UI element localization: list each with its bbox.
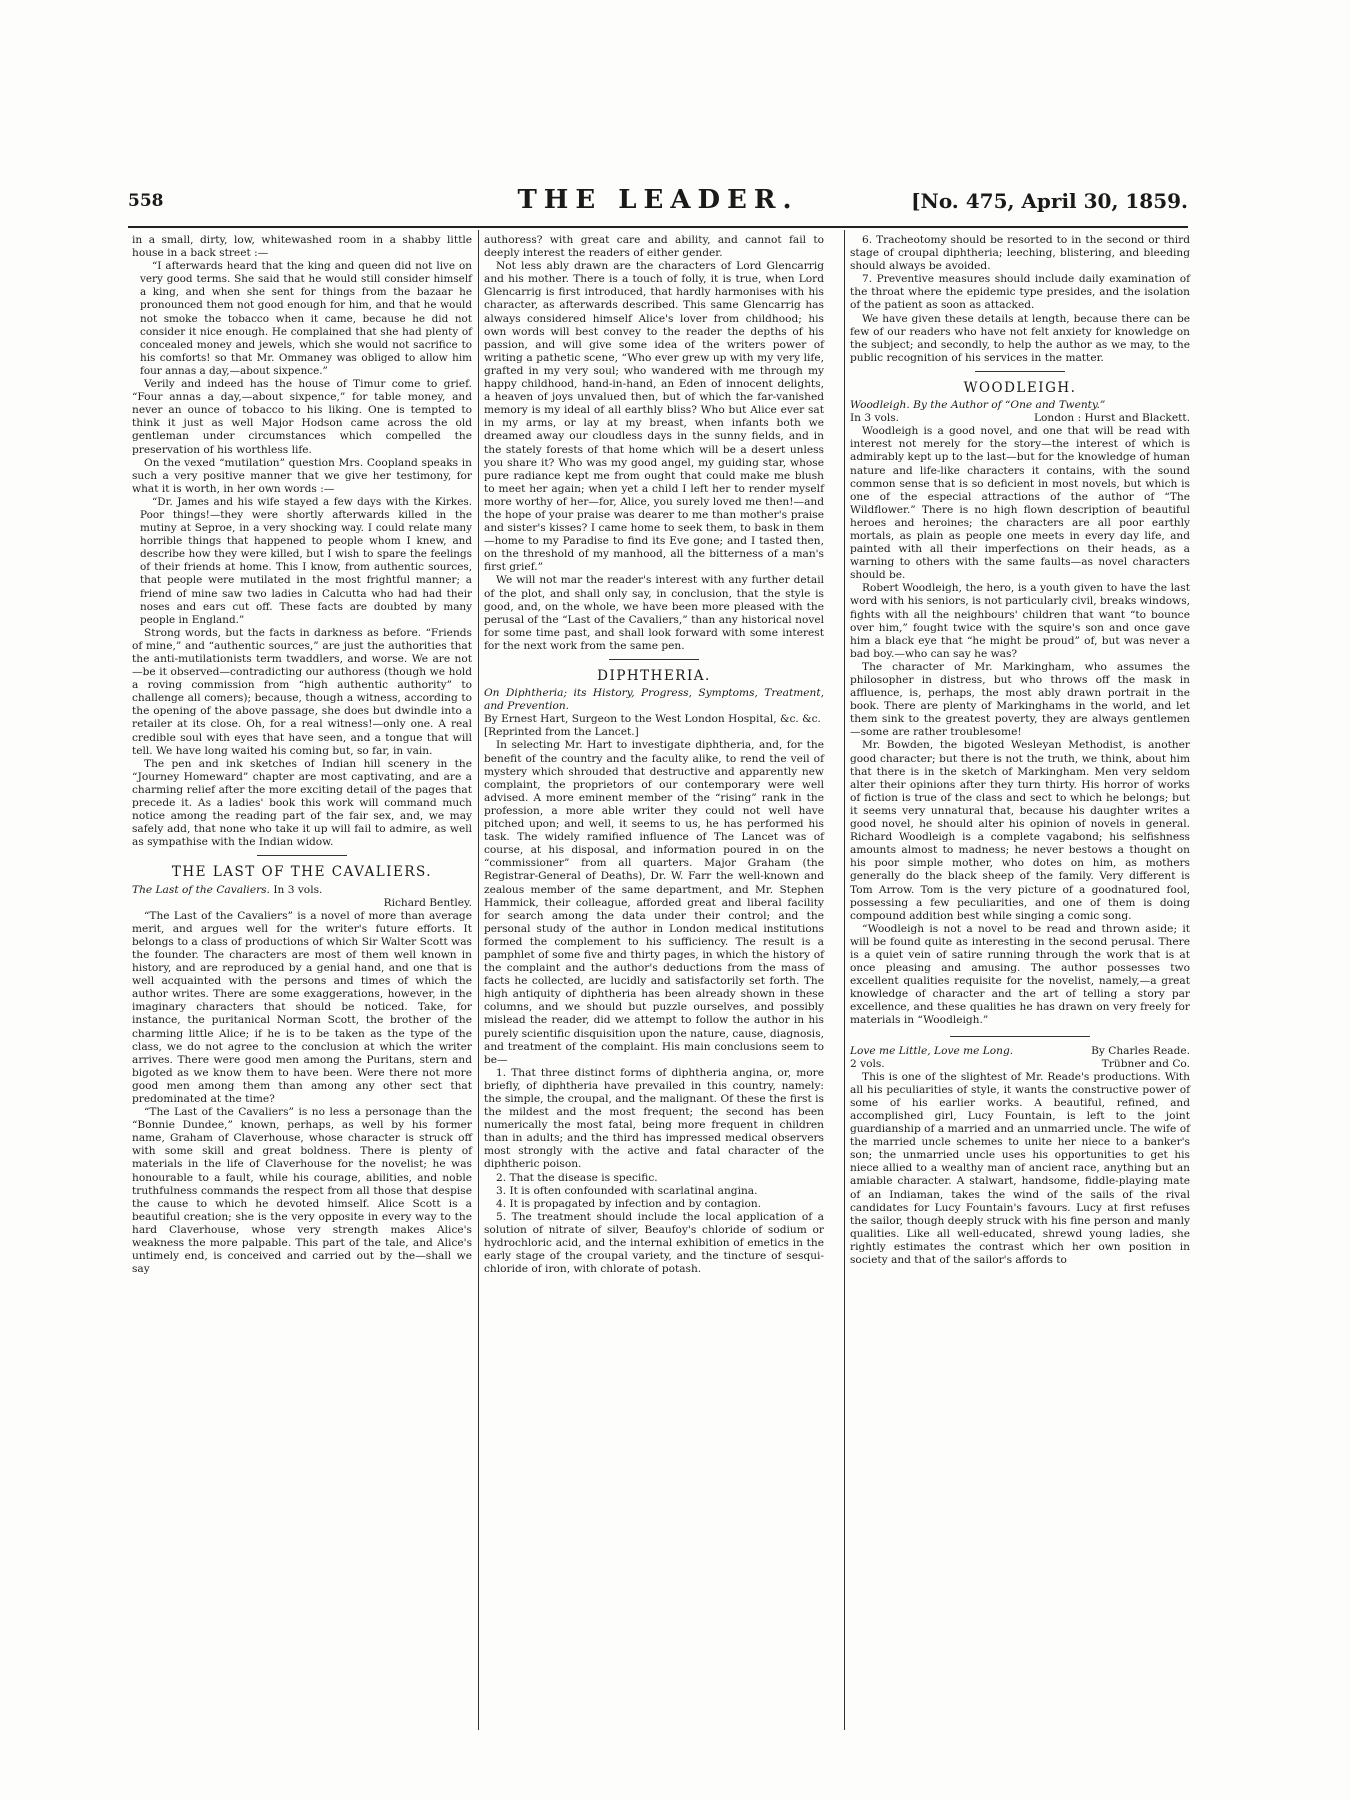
book-title: Love me Little, Love me Long.: [850, 1044, 1014, 1057]
header-rule: [128, 226, 1188, 228]
numbered-point: 7. Preventive measures should include daily examination of the throat where the epidemic type presides, and the isolation of the patient as soon as attacked.: [850, 273, 1190, 312]
section-heading: THE LAST OF THE CAVALIERS.: [171, 864, 433, 881]
section-heading: DIPHTHERIA.: [597, 668, 711, 684]
paragraph: in a small, dirty, low, whitewashed room in a shabby little house in a back street :—: [132, 234, 472, 260]
paragraph: We have given these details at length, because there can be few of our readers who have not felt anxiety for knowledge on the subject; and secondly, to help the author as we may, to the public recognition of his services in the matter.: [850, 312, 1190, 364]
section-rule: [609, 659, 699, 660]
column-1: [132, 234, 472, 1276]
numbered-point: 1. That three distinct forms of diphtheria angina, or, more briefly, of diphtheria have prevailed in this country, namely: the simple, the croupal, and the malignant. Of these the first is the mildest and the most frequent; the second has been numerically the most fatal, being more frequent in children than in adults; and the third has impressed medical observers most strongly with the active and fatal character of the diphtheric poison.: [484, 1066, 824, 1171]
book-volumes: In 3 vols.: [850, 412, 900, 425]
paragraph: Not less ably drawn are the characters of Lord Glencarrig and his mother. There is a touch of folly, it is true, when Lord Glencarrig is first introduced, that hardly harmonises with his character, as afterwards described. This same Glencarrig has always considered himself Alice's lover from childhood; his own words will best convey to the reader the depths of his passion, and will give some idea of the writers power of writing a pathetic scene, “Who ever grew up with my very life, grafted in my very soul; who wandered with me through my happy childhood, hand-in-hand, an Eden of innocent delights, a heaven of joys unvalued then, but of which the far-vanished memory is my ideal of all earthly bliss? Who but Alice ever sat in my arms, or lay at my breast, when infants both we dreamed away our cloudless days in the sunny fields, and in the stately forests of that home which will be a desert unless you share it? Who was my good angel, my guiding star, whose pure radiance kept me from ought that could make me blush to meet her again; when yet a child I left her to render myself more worthy of her—for, Alice, you surely loved me then!—and the hope of your praise was dearer to me than mother's praise and sister's kisses? I came home to seek them, to bask in them—home to my Paradise to find its Eve gone; and I tasted then, on the threshold of my manhood, all the bitterness of a man's first grief.”: [484, 260, 824, 574]
book-author: By Charles Reade.: [1091, 1044, 1190, 1057]
book-publisher: Trübner and Co.: [1101, 1057, 1190, 1070]
numbered-point: 3. It is often confounded with scarlatinal angina.: [496, 1184, 758, 1197]
paragraph: In selecting Mr. Hart to investigate diphtheria, and, for the benefit of the country and the faculty alike, to rend the veil of mystery which shrouded that destructive and apparently new complaint, the proprietors of our contemporary were well advised. A more eminent member of the “rising” rank in the profession, a more able writer they could not well have pitched upon; and well, it seems to us, he has performed his task. The widely ramified influence of The Lancet was of course, at his disposal, and information poured in on the “commissioner” from all quarters. Major Graham (the Registrar-General of Deaths), Dr. W. Farr the well-known and zealous member of the same department, and Mr. Stephen Hammick, their colleague, afforded great and liberal facility for search among the data under their control; and the personal study of the author in London medical institutions formed the complement to his sufficiency. The result is a pamphlet of some five and thirty pages, in which the history of the complaint and the author's deductions from the mass of facts he collected, are lucidly and satisfactorily set forth. The high antiquity of diphtheria has been already shown in these columns, and we should but puzzle ourselves, and possibly mislead the reader, did we attempt to follow the author in his purely scientific disquisition upon the nature, cause, diagnosis, and treatment of the complaint. His main conclusions seem to be—: [484, 739, 824, 1066]
paragraph: Mr. Bowden, the bigoted Wesleyan Methodist, is another good character; but there is not the truth, we think, about him that there is in the sketch of Markingham. Men very seldom alter their opinions after they turn thirty. His horror of works of fiction is true of the class and sect to which he belongs; but it seems very unnatural that, because his daughter writes a good novel, he should alter his opinion of novels in general. Richard Woodleigh is a complete vagabond; his selfishness amounts almost to madness; he never bestows a thought on his poor simple mother, who dotes on him, as mothers generally do the black sheep of the family. Very different is Tom Arrow. Tom is the very picture of a goodnatured fool, possessing a few peculiarities, and one of them is doing compound addition best while singing a comic song.: [850, 739, 1190, 922]
numbered-point: 5. The treatment should include the local application of a solution of nitrate of silver, Beaufoy's chloride of sodium or hydrochloric acid, and the internal exhibition of emetics in the early stage of the croupal variety, and the tincture of sesqui-chloride of iron, with chlorate of potash.: [484, 1210, 824, 1276]
book-publisher: London : Hurst and Blackett.: [1034, 412, 1190, 425]
numbered-point: 4. It is propagated by infection and by contagion.: [496, 1197, 762, 1210]
book-title: The Last of the Cavaliers.: [132, 883, 270, 896]
quotation: “Dr. James and his wife stayed a few days with the Kirkes. Poor things!—they were shortly afterwards killed in the mutiny at Seproe, in a very shocking way. I could relate many horrible things that happened to people whom I knew, and describe how they were killed, but I wish to spare the feelings of their friends at home. This I know, from authentic sources, that people were mutilated in the most frightful manner; a friend of mine saw two ladies in Calcutta who had had their noses and ears cut off. These facts are doubted by many people in England.”: [140, 495, 472, 626]
paragraph: Strong words, but the facts in darkness as before. “Friends of mine,” and “authentic sources,” are just the authorities that the anti-mutilationists term twaddlers, and worse. We are not—be it observed—contradicting our authoress (though we hold a roving commission from “high authentic authority” to challenge all comers); because, though a witness, according to the opening of the above passage, she does but dwindle into a retailer at its close. Oh, for a real witness!—only one. A real credible soul with eyes that have seen, and a tongue that will tell. We have long waited his coming but, so far, in vain.: [132, 626, 472, 757]
section-rule: [257, 855, 347, 856]
paragraph: “The Last of the Cavaliers” is a novel of more than average merit, and argues well for the writer's future efforts. It belongs to a class of productions of which Sir Walter Scott was the founder. The characters are most of them well known in history, and are reproduced by a genial hand, and one that is well acquainted with the persons and times of which the author writes. There are some exaggerations, however, in the imaginary characters that should be noticed. Take, for instance, the puritanical Norman Scott, the brother of the charming little Alice; if he is to be taken as the type of the class, we do not agree to the conclusion at which the writer arrives. There were good men among the Puritans, stern and bigoted as we know them to have been. Were there not more good men among them than among any other sect that predominated at the time?: [132, 909, 472, 1105]
paragraph: “Woodleigh is not a novel to be read and thrown aside; it will be found quite as interesting in the second perusal. There is a quiet vein of satire running through the work that is at once pleasing and amusing. The author possesses two excellent qualities requisite for the novelist, namely,—a great knowledge of character and the art of telling a story par excellence, and these qualities he has drawn on very freely for materials in “Woodleigh.”: [850, 922, 1190, 1027]
section-rule: [950, 1036, 1090, 1037]
page-number: 558: [128, 191, 164, 211]
issue-date: [No. 475, April 30, 1859.: [911, 189, 1188, 213]
book-title: Woodleigh. By the Author of “One and Twenty.”: [850, 399, 1106, 412]
paragraph: Robert Woodleigh, the hero, is a youth given to have the last word with his seniors, is not particularly civil, breaks windows, fights with all the neighbours' children that want “to bounce over him,” fought twice with the squire's son and once gave him a black eye that “he might be proud” of, but was never a bad boy.—who can say he was?: [850, 582, 1190, 660]
paragraph: On the vexed “mutilation” question Mrs. Coopland speaks in such a very positive manner that we give her testimony, for what it is worth, in her own words :—: [132, 456, 472, 495]
book-volumes: In 3 vols.: [273, 883, 323, 896]
paragraph: The character of Mr. Markingham, who assumes the philosopher in distress, but who throws off the mask in affluence, is, perhaps, the most ably drawn portrait in the book. There are plenty of Markinghams in the world, and let them sink to the greatest poverty, they are always gentlemen—some are rather troublesome!: [850, 660, 1190, 739]
section-heading: WOODLEIGH.: [963, 379, 1077, 396]
numbered-point: 2. That the disease is specific.: [496, 1171, 658, 1184]
book-title: On Diphtheria; its History, Progress, Symptoms, Treatment, and Prevention.: [484, 687, 824, 713]
column-divider: [478, 230, 479, 1730]
book-publisher: Richard Bentley.: [383, 896, 472, 909]
page-header: [128, 185, 1188, 223]
paragraph: authoress? with great care and ability, and cannot fail to deeply interest the readers of either gender.: [484, 234, 824, 260]
column-3: [850, 234, 1190, 1267]
column-2: [484, 234, 824, 1276]
reprint-note: [Reprinted from the Lancet.]: [484, 726, 639, 739]
numbered-point: 6. Tracheotomy should be resorted to in the second or third stage of croupal diphtheria; leeching, blistering, and bleeding should always be avoided.: [850, 234, 1190, 273]
paragraph: We will not mar the reader's interest with any further detail of the plot, and shall only say, in conclusion, that the style is good, and, on the whole, we have been more pleased with the perusal of the “Last of the Cavaliers,” than any historical novel for some time past, and shall look forward with some interest for the next work from the same pen.: [484, 574, 824, 652]
book-author: By Ernest Hart, Surgeon to the West London Hospital, &c. &c.: [484, 713, 821, 726]
paragraph: Verily and indeed has the house of Timur come to grief. “Four annas a day,—about sixpence,” for table money, and never an ounce of tobacco to his liking. One is tempted to think it just as well Major Hodson came across the old gentleman under circumstances which compelled the preservation of his worthless life.: [132, 378, 472, 456]
book-volumes: 2 vols.: [850, 1057, 885, 1070]
quotation: “I afterwards heard that the king and queen did not live on very good terms. She said that he would still consider himself a king, and when she sent for things from the bazaar he pronounced them not good enough for him, and that he would not smoke the tobacco when it came, because he did not consider it nice enough. He complained that she had plenty of concealed money and jewels, which she would not sacrifice to his comforts! so that Mr. Ommaney was obliged to allow him four annas a day,—about sixpence.”: [140, 260, 472, 377]
paragraph: “The Last of the Cavaliers” is no less a personage than the “Bonnie Dundee,” known, perhaps, as well by his former name, Graham of Claverhouse, whose character is struck off with some skill and great boldness. There is plenty of materials in the life of Claverhouse for the novelist; he was honourable to a fault, while his courage, abilities, and noble truthfulness commands the respect from all those that despise the cause to which he devoted himself. Alice Scott is a beautiful creation; she is the very opposite in every way to the hard Claverhouse, whose very strength makes Alice's weakness the more palpable. This part of the tale, and Alice's untimely end, is conceived and carried out by the—shall we say: [132, 1106, 472, 1276]
masthead: THE LEADER.: [517, 185, 799, 215]
paragraph: Woodleigh is a good novel, and one that will be read with interest not merely for the story—the interest of which is admirably kept up to the last—but for the knowledge of human nature and life-like characters it contains, with the sound common sense that is so deficient in most novels, but which is one of the especial attractions of the author of “The Wildflower.” There is no high flown description of beautiful heroes and heroines; the characters are all poor earthly mortals, as plain as people one meets in every day life, and painted with all their imperfections on their heads, as a warning to others with the same faults—as novel characters should be.: [850, 425, 1190, 582]
section-rule: [975, 371, 1065, 372]
column-divider: [844, 230, 845, 1730]
paragraph: This is one of the slightest of Mr. Reade's productions. With all his peculiarities of style, it wants the constructive power of some of his earlier works. A beautiful, refined, and accomplished girl, Lucy Fountain, is left to the joint guardianship of a married and an unmarried uncle. The wife of the married uncle schemes to unite her niece to a banker's son; the unmarried uncle uses his opportunities to get his niece allied to a wealthy man of ancient race, anything but an amiable character. A stalwart, handsome, fiddle-playing mate of an Indiaman, takes the wind of the sails of the rival candidates for Lucy Fountain's favours. Lucy at first refuses the sailor, though deeply struck with his fine person and manly qualities. Like all well-educated, shrewd young ladies, she rightly estimates the contrast which her own position in society and that of the sailor's affords to: [850, 1070, 1190, 1267]
paragraph: The pen and ink sketches of Indian hill scenery in the “Journey Homeward” chapter are most captivating, and are a charming relief after the more exciting detail of the pages that precede it. As a ladies' book this work will command much notice among the reading part of the fair sex, and, we may safely add, that none who take it up will fail to admire, as well as sympathise with the Indian widow.: [132, 757, 472, 849]
